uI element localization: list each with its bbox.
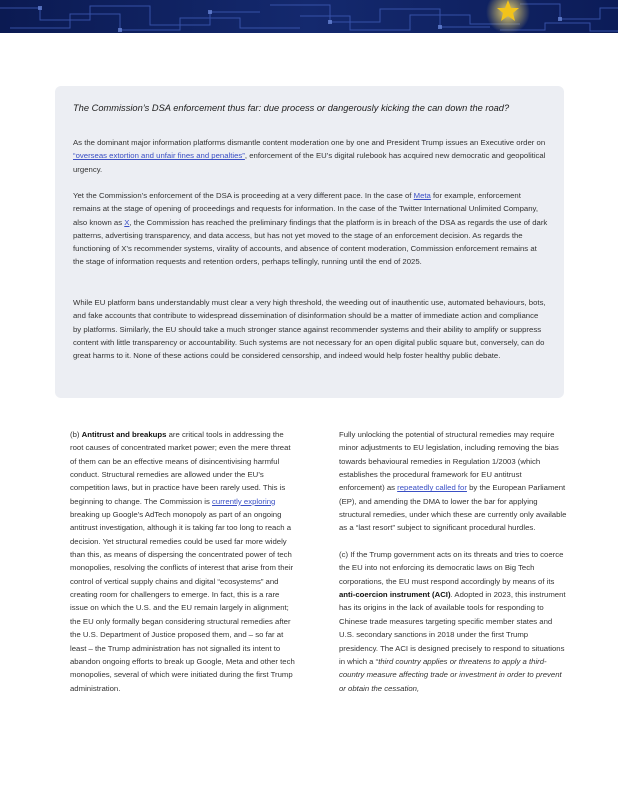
text: (b) (70, 430, 82, 439)
text: Fully unlocking the potential of structural remedies may require minor adjustments to EU legislation, including removing the bias towards behavioural remedies in Regulation 1/2003 (which establishes the procedural framework for EU antitrust enforcement) as (339, 430, 559, 493)
structural-remedies-paragraph (339, 428, 567, 535)
text: (c) If the Trump government acts on its threats and tries to coerce the EU into not enforcing its democratic laws on Big Tech corporations, the EU must respond accordingly by means of its (339, 550, 564, 586)
currently-exploring-link[interactable]: currently exploring (212, 496, 276, 506)
text: , the Commission has reached the preliminary findings that the platform is in breach of the DSA as regards the use of dark patterns, advertising transparency, and data access, but has not yet moved to the stage of an enforcement decision. As regards the functioning of X’s recommender systems, virality of accounts, and absence of content moderation, Commission enforcement remains at the stage of information requests and retention orders, perhaps tellingly, running until the end of 2025. (73, 217, 548, 267)
text: by the European Parliament (EP), and amending the DMA to lower the bar for applying structural remedies, under which these are currently only available as a “last resort” subject to significant procedural hurdles. (339, 483, 567, 533)
aci-quote: third country applies or threatens to apply a third-country measure affecting trade or investment in order to prevent or obtain the cessation, (339, 656, 562, 693)
box-paragraph-1 (73, 136, 548, 176)
text: breaking up Google’s AdTech monopoly as part of an ongoing antitrust investigation, although it is taking far too long to reach a decision. Yet structural remedies could be used far more widely than this, as means of dispersing the concentrated power of tech monopolies, resolving the conflicts of interest that arise from their control of vertical supply chains and digital “ecosystems” and creating room for challengers to emerge. In fact, this is a rare issue on which the U.S. and the EU remain largely in alignment; the EU only formally began considering structural remedies after the U.S. Department of Justice proposed them, and – so far at least – the Trump administration has not signalled its intent to abandon ongoing efforts to break up Google, Meta and other tech monopolies, several of which were initiated during the first Trump administration. (70, 510, 295, 693)
text: . Adopted in 2023, this instrument has its origins in the lack of available tools for responding to Chinese trade measures targeting specific member states and U.S. secondary sanctions in 2018 under the first Trump presidency. The ACI is designed precisely to respond to situations in which a “ (339, 590, 566, 666)
banner-graphic (0, 0, 618, 33)
text: As the dominant major information platforms dismantle content moderation one by one and President Trump issues an Executive order on (73, 138, 546, 147)
text: for example, enforcement remains at the stage of opening of proceedings and requests for information. In the case of the Twitter International Unlimited Company, also known as (73, 191, 538, 227)
x-link[interactable]: X (124, 217, 130, 227)
antitrust-heading: Antitrust and breakups (81, 430, 167, 439)
antitrust-paragraph (70, 428, 298, 695)
box-paragraph-2 (73, 189, 548, 269)
left-column (70, 428, 298, 695)
text: are critical tools in addressing the root causes of concentrated market power; even the mere threat of them can be an effective means of disincentivising harmful conduct. Structural remedies are allowed under the EU’s competition laws, but in practice have been rarely used. This is beginning to change. The Commission is (70, 430, 291, 506)
right-column (339, 428, 567, 695)
text: Yet the Commission’s enforcement of the DSA is proceeding at a very different pace. In the case of (73, 191, 414, 200)
box-paragraph-3: While EU platform bans understandably must clear a very high threshold, the weeding out of inauthentic use, automated behaviours, bots, and fake accounts that contribute to widespread dissemination of disinformation should be a matter of immediate action and compliance by platforms. Similarly, the EU should take a much stronger stance against recommender systems and their ability to amplify or suppress content with little transparency or accountability. Such systems are not necessary for an open digital public square but, conversely, can do great harms to it. None of these actions could be considered censorship, and indeed would help foster healthy public debate. (73, 298, 546, 361)
text: , enforcement of the EU’s digital rulebook has acquired new democratic and geopolitical urgency. (73, 151, 546, 174)
dsa-enforcement-box (55, 86, 564, 398)
aci-heading: anti-coercion instrument (ACI) (339, 590, 451, 600)
box-title: The Commission’s DSA enforcement thus far: due process or dangerously kicking the can down the road? (73, 103, 510, 113)
header-banner (0, 0, 618, 33)
repeatedly-called-for-link[interactable]: repeatedly called for (397, 483, 467, 493)
aci-paragraph (339, 548, 567, 695)
meta-link[interactable]: Meta (413, 191, 431, 200)
executive-order-link[interactable]: “overseas extortion and unfair fines and penalties” (73, 151, 245, 161)
